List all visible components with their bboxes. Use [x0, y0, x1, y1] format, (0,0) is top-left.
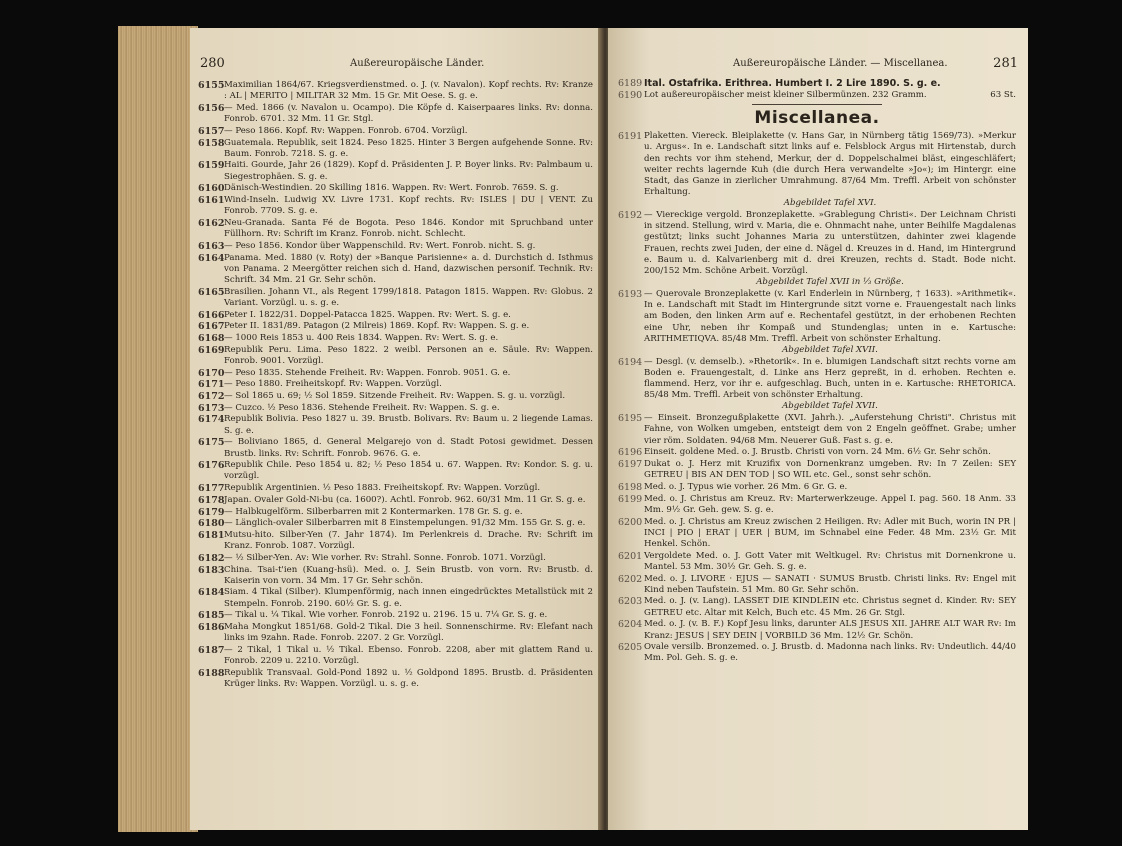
lot-count: 63 St. — [990, 89, 1016, 100]
left-page-number: 280 — [200, 56, 225, 71]
lot-entry — [618, 78, 1016, 89]
lot-entry — [198, 518, 593, 529]
lot-description: Med. o. J. (v. Lang). LASSET DIE KINDLEIN etc. Christus segnet d. Kinder. Rv: SEY GETREU etc. Altar mit Kelch, Buch etc. 45 Mm. 26 Gr. Stgl. — [644, 596, 1016, 618]
lot-description: Republik Transvaal. Gold-Pond 1892 u. ½ Goldpond 1895. Brustb. d. Präsidenten Krüger links. Rv: Wappen. Vorzügl. u. s. g. e. — [224, 667, 593, 690]
lot-description: — Peso 1880. Freiheitskopf. Rv: Wappen. Vorzügl. — [224, 379, 442, 390]
lot-number: 6155 — [198, 80, 225, 91]
lot-number: 6181 — [198, 529, 225, 541]
lot-entry — [198, 195, 593, 217]
lot-description: — Länglich-ovaler Silberbarren mit 8 Einstempelungen. 91/32 Mm. 155 Gr. S. g. e. — [224, 518, 586, 529]
lot-entry — [618, 619, 1016, 641]
lot-number: 6168 — [198, 332, 225, 344]
lot-description: Dukat o. J. Herz mit Kruzifix von Dornenkranz umgeben. Rv: In 7 Zeilen: SEY GETREU | BIS AN DEN TOD | SO WIL etc. Gel., sonst sehr schön. — [644, 459, 1016, 481]
lot-description: Med. o. J. LIVORE · EJUS — SANATI · SUMUS Brustb. Christi links. Rv: Engel mit Kind neben Taufstein. 51 Mm. 80 Gr. Sehr schön. — [644, 573, 1016, 595]
lot-entry — [618, 289, 1016, 356]
lot-entry — [618, 517, 1016, 551]
lot-description: Republik Chile. Peso 1854 u. 82; ½ Peso 1854 u. 67. Wappen. Rv: Kondor. S. g. u. vorzügl. — [224, 460, 593, 482]
lot-entry — [198, 310, 593, 321]
lot-number: 6191 — [618, 131, 643, 143]
right-top-entries — [618, 78, 1016, 101]
lot-number: 6157 — [198, 125, 225, 137]
lot-number: 6169 — [198, 344, 225, 356]
lot-entry — [198, 368, 593, 379]
lot-description: Maximilian 1864/67. Kriegsverdienstmed. o. J. (v. Navalon). Kopf rechts. Rv: Kranze : AL | MERITO | MILITAR 32 Mm. 15 Gr. Mit Oese. S. g. e. — [224, 80, 593, 102]
lot-description: — Sol 1865 u. 69; ½ Sol 1859. Sitzende Freiheit. Rv: Wappen. S. g. u. vorzügl. — [224, 390, 566, 401]
lot-description: Guatemala. Republik, seit 1824. Peso 1825. Hinter 3 Bergen aufgehende Sonne. Rv: Baum. Fonrob. 7218. S. g. e. — [224, 137, 593, 159]
lot-number: 6205 — [618, 642, 643, 654]
left-page-header: Außereuropäische Länder. — [350, 58, 485, 69]
lot-entry — [198, 126, 593, 137]
lot-description: — Med. 1866 (v. Navalon u. Ocampo). Die Köpfe d. Kaiserpaares links. Rv: donna. Fonrob. 6701. 32 Mm. 11 Gr. Stgl. — [224, 102, 593, 125]
lot-entry — [198, 403, 593, 414]
lot-description: Wind-Inseln. Ludwig XV. Livre 1731. Kopf rechts. Rv: ISLES | DU | VENT. Zu Fonrob. 7709. S. g. e. — [224, 195, 593, 217]
lot-number: 6170 — [198, 367, 225, 379]
lot-description: Panama. Med. 1880 (v. Roty) der »Banque Parisienne« a. d. Durchstich d. Isthmus von Panama. 2 Meergötter reichen sich d. Hand, dazwischen personif. Technik. Rv: Schrift. 34 Mm. 21 Gr. Sehr schön. — [224, 252, 593, 285]
lot-entry — [198, 379, 593, 390]
lot-number: 6192 — [618, 210, 643, 222]
lot-description: Ovale versilb. Bronzemed. o. J. Brustb. d. Madonna nach links. Rv: Undeutlich. 44/40 Mm. Pol. Geh. S. g. e. — [644, 642, 1016, 664]
lot-entry — [198, 287, 593, 309]
lot-entry — [198, 553, 593, 564]
lot-description: — Einseit. Bronzegußplakette (XVI. Jahrh.). „Auferstehung Christi". Christus mit Fahne, von Wolken umgeben, entsteigt dem von 2 Engeln geöffnet. Grabe; umher vier röm. Soldaten. 94/68 Mm. Neuerer Guß. Fast s. g. e. — [644, 413, 1016, 446]
left-page — [190, 28, 600, 830]
lot-number: 6202 — [618, 573, 643, 585]
lot-number: 6184 — [198, 587, 225, 599]
lot-entry — [618, 596, 1016, 618]
lot-description: Plaketten. Viereck. Bleiplakette (v. Hans Gar, in Nürnberg tätig 1569/73). »Merkur u. Argus«. In e. Landschaft sitzt links auf e. Felsblock Argus mit Hirtenstab, durch den rechts vor ihm stehend, Merkur, der d. Doppelschalmei bläst, eingeschläfert; weiter rechts lagernde Kuh (die durch Hera verwandelte »Jo«); im Hintergr. eine Stadt, das Ganze in zierlicher Umrahmung. 87/64 Mm. Treffl. Arbeit von schönster Erhaltung. — [644, 131, 1016, 198]
lot-description: Haiti. Gourde, Jahr 26 (1829). Kopf d. Präsidenten J. P. Boyer links. Rv: Palmbaum u. Siegestrophäen. S. g. e. — [224, 160, 593, 182]
lot-description: Peter II. 1831/89. Patagon (2 Milreis) 1869. Kopf. Rv: Wappen. S. g. e. — [224, 321, 530, 332]
lot-description: — 2 Tikal, 1 Tikal u. ½ Tikal. Ebenso. Fonrob. 2208, aber mit glattem Rand u. Fonrob. 2209 u. 2210. Vorzügl. — [224, 644, 593, 667]
lot-number: 6197 — [618, 459, 643, 470]
lot-entry — [618, 574, 1016, 596]
lot-entry — [198, 345, 593, 367]
lot-description: Republik Argentinien. ½ Peso 1883. Freiheitskopf. Rv: Wappen. Vorzügl. — [224, 483, 541, 494]
lot-entry — [198, 587, 593, 609]
lot-number: 6179 — [198, 506, 225, 518]
lot-number: 6165 — [198, 286, 225, 298]
lot-entry — [198, 333, 593, 344]
lot-number: 6185 — [198, 610, 225, 622]
lot-entry — [198, 668, 593, 690]
lot-number: 6182 — [198, 552, 225, 564]
lot-entry — [618, 642, 1016, 664]
lot-number: 6162 — [198, 217, 225, 229]
lot-number: 6188 — [198, 667, 225, 679]
lot-number: 6158 — [198, 137, 225, 149]
lot-number: 6183 — [198, 564, 225, 576]
right-page-number: 281 — [993, 56, 1018, 71]
lot-entry — [198, 460, 593, 482]
lot-description: — Peso 1866. Kopf. Rv: Wappen. Fonrob. 6704. Vorzügl. — [224, 125, 468, 136]
miscellanea-entries — [618, 131, 1016, 665]
lot-description: Med. o. J. (v. B. F.) Kopf Jesu links, darunter ALS JESUS XII. JAHRE ALT WAR Rv: Im Kranz: JESUS | SEY DEIN | VORBILD 36 Mm. 12½ Gr. Schön. — [644, 619, 1016, 641]
lot-entry — [618, 131, 1016, 209]
lot-number: 6200 — [618, 516, 643, 528]
lot-entry — [198, 645, 593, 667]
plate-caption: Abgebildet Tafel XVII. — [782, 344, 878, 355]
lot-number: 6174 — [198, 414, 225, 426]
lot-entry — [618, 551, 1016, 573]
lot-entry — [618, 90, 1016, 101]
divider — [752, 104, 882, 105]
lot-entry — [198, 321, 593, 332]
lot-number: 6167 — [198, 321, 225, 333]
right-page — [608, 28, 1028, 830]
lot-number: 6166 — [198, 309, 225, 321]
lot-description: — Viereckige vergold. Bronzeplakette. »Grablegung Christi«. Der Leichnam Christi in sitzend. Stellung, wird v. Maria, die e. Ohnmacht nahe, unter Beihilfe Magdalenas gestützt; links sucht Johannes Maria zu unterstützen, dahinter zwei klagende Frauen, rechts zwei Juden, der eine d. Nägel d. Kreuzes in d. Hand, im Hintergrund e. Baum u. d. Kalvarienberg mit d. drei Kreuzen, rechts d. Stadt. Bode nicht. 200/152 Mm. Schöne Arbeit. Vorzügl. — [644, 210, 1016, 277]
lot-description: — Desgl. (v. demselb.). »Rhetorik«. In e. blumigen Landschaft sitzt rechts vorne am Boden e. Frauengestalt, d. Linke ans Herz gepreßt, in d. erhoben. Rechten e. flammend. Herz, vor ihr e. aufgeschlag. Buch, unten in e. Kartusche: RHETORICA. 85/48 Mm. Treffl. Arbeit von schönster Erhaltung. — [644, 356, 1016, 401]
lot-entry — [198, 610, 593, 621]
lot-description: Neu-Granada. Santa Fé de Bogota. Peso 1846. Kondor mit Spruchband unter Füllhorn. Rv: Schrift im Kranz. Fonrob. nicht. Schlecht. — [224, 217, 593, 240]
lot-number: 6198 — [618, 481, 643, 493]
lot-entry — [618, 482, 1016, 493]
lot-entry — [198, 483, 593, 494]
lot-entry — [198, 530, 593, 552]
lot-description: China. Tsai-t'ien (Kuang-hsü). Med. o. J. Sein Brustb. von vorn. Rv: Brustb. d. Kaiserin von vorn. 34 Mm. 17 Gr. Sehr schön. — [224, 564, 593, 586]
lot-entry — [198, 160, 593, 182]
lot-number: 6180 — [198, 518, 225, 530]
lot-entry — [618, 413, 1016, 447]
lot-description: — Peso 1856. Kondor über Wappenschild. Rv: Wert. Fonrob. nicht. S. g. — [224, 240, 536, 251]
lot-number: 6164 — [198, 252, 225, 264]
lot-number: 6173 — [198, 402, 225, 414]
lot-number: 6172 — [198, 390, 225, 402]
lot-number: 6161 — [198, 195, 225, 207]
lot-number: 6201 — [618, 550, 643, 562]
lot-description: — Peso 1835. Stehende Freiheit. Rv: Wappen. Fonrob. 9051. G. e. — [224, 367, 511, 378]
lot-description: Med. o. J. Christus am Kreuz zwischen 2 Heiligen. Rv: Adler mit Buch, worin IN PR | INCI | PIO | ERAT | UER | BUM, im Schnabel eine Feder. 48 Mm. 23½ Gr. Mit Henkel. Schön. — [644, 516, 1016, 549]
lot-number: 6187 — [198, 644, 225, 656]
right-page-header: Außereuropäische Länder. — Miscellanea. — [733, 58, 948, 69]
lot-description: Mutsu-hito. Silber-Yen (7. Jahr 1874). Im Perlenkreis d. Drache. Rv: Schrift im Kranz. Fonrob. 1087. Vorzügl. — [224, 529, 593, 552]
lot-number: 6163 — [198, 240, 225, 252]
lot-number: 6196 — [618, 447, 643, 459]
lot-description: Med. o. J. Typus wie vorher. 26 Mm. 6 Gr. G. e. — [644, 481, 848, 492]
book-page-edges — [118, 26, 198, 832]
lot-description: Med. o. J. Christus am Kreuz. Rv: Marterwerkzeuge. Appel I. pag. 560. 18 Anm. 33 Mm. 9½ Gr. Geh. gew. S. g. e. — [644, 493, 1016, 515]
lot-description: — Tikal u. ¼ Tikal. Wie vorher. Fonrob. 2192 u. 2196. 15 u. 7¼ Gr. S. g. e. — [224, 610, 548, 621]
lot-entry — [198, 414, 593, 436]
lot-entry — [198, 138, 593, 160]
lot-number: 6199 — [618, 493, 643, 505]
lot-number: 6195 — [618, 413, 643, 425]
lot-number: 6175 — [198, 437, 225, 449]
lot-description: — Halbkugelförm. Silberbarren mit 2 Kontermarken. 178 Gr. S. g. e. — [224, 506, 523, 517]
lot-description: — 1000 Reis 1853 u. 400 Reis 1834. Wappen. Rv: Wert. S. g. e. — [224, 332, 499, 343]
lot-entry — [198, 507, 593, 518]
left-entry-list — [198, 80, 593, 691]
lot-entry — [198, 437, 593, 459]
lot-number: 6204 — [618, 619, 643, 631]
lot-entry — [198, 253, 593, 287]
lot-entry — [198, 622, 593, 644]
lot-number: 6194 — [618, 356, 643, 368]
lot-entry — [198, 565, 593, 587]
lot-description: Republik Peru. Lima. Peso 1822. 2 weibl. Personen an e. Säule. Rv: Wappen. Fonrob. 9001. Vorzügl. — [224, 344, 593, 366]
lot-description: Maha Mongkut 1851/68. Gold-2 Tikal. Die 3 heil. Sonnenschirme. Rv: Elefant nach links im 9zahn. Rade. Fonrob. 2207. 2 Gr. Vorzügl. — [224, 622, 593, 644]
lot-entry — [198, 103, 593, 125]
lot-description: Republik Bolivia. Peso 1827 u. 39. Brustb. Bolivars. Rv: Baum u. 2 liegende Lamas. S. g. e. — [224, 414, 593, 436]
lot-number: 6160 — [198, 183, 225, 195]
lot-description: Japan. Ovaler Gold-Ni-bu (ca. 1600?). Achtl. Fonrob. 962. 60/31 Mm. 11 Gr. S. g. e. — [224, 494, 586, 505]
lot-description: Ital. Ostafrika. Erithrea. Humbert I. 2 Lire 1890. S. g. e. — [644, 78, 941, 89]
lot-description: — Querovale Bronzeplakette (v. Karl Enderlein in Nürnberg, † 1633). »Arithmetik«. In e. Landschaft mit Stadt im Hintergrunde sitzt vorne e. Frauengestalt nach links am Boden, den linken Arm auf e. Rechentafel gestützt, in der erhobenen Rechten eine Uhr, neben ihr Kompaß und Stundenglas; unten in e. Kartusche: ARITHMETIQVA. 85/48 Mm. Treffl. Arbeit von schönster Erhaltung. — [644, 288, 1016, 344]
plate-caption: Abgebildet Tafel XVII in ⅓ Größe. — [756, 277, 904, 288]
lot-description: Vergoldete Med. o. J. Gott Vater mit Weltkugel. Rv: Christus mit Dornenkrone u. Mantel. 53 Mm. 30½ Gr. Geh. S. g. e. — [644, 550, 1016, 572]
lot-number: 6193 — [618, 288, 643, 300]
lot-description: — Cuzco. ½ Peso 1836. Stehende Freiheit. Rv: Wappen. S. g. e. — [224, 402, 500, 413]
lot-entry — [198, 241, 593, 252]
lot-entry — [198, 391, 593, 402]
lot-entry — [618, 459, 1016, 481]
lot-number: 6190 — [618, 89, 643, 101]
lot-description: Einseit. goldene Med. o. J. Brustb. Christi von vorn. 24 Mm. 6½ Gr. Sehr schön. — [644, 447, 991, 458]
lot-entry — [618, 210, 1016, 288]
lot-description: Lot außereuropäischer meist kleiner Silbermünzen. 232 Gramm. — [644, 89, 927, 100]
lot-entry — [198, 80, 593, 102]
lot-number: 6203 — [618, 596, 643, 608]
lot-description: Brasilien. Johann VI., als Regent 1799/1818. Patagon 1815. Wappen. Rv: Globus. 2 Variant. Vorzügl. u. s. g. e. — [224, 286, 593, 308]
lot-entry — [618, 357, 1016, 413]
lot-entry — [618, 494, 1016, 516]
section-title: Miscellanea. — [754, 107, 880, 128]
lot-entry — [618, 447, 1016, 458]
lot-entry — [198, 218, 593, 240]
lot-description: — Boliviano 1865, d. General Melgarejo von d. Stadt Potosi gewidmet. Dessen Brustb. links. Rv: Schrift. Fonrob. 9676. G. e. — [224, 437, 593, 459]
right-entry-list — [618, 78, 1016, 665]
lot-description: Peter I. 1822/31. Doppel-Patacca 1825. Wappen. Rv: Wert. S. g. e. — [224, 309, 511, 320]
plate-caption: Abgebildet Tafel XVII. — [782, 401, 878, 412]
lot-number: 6156 — [198, 102, 225, 114]
lot-number: 6189 — [618, 78, 643, 89]
lot-entry — [198, 183, 593, 194]
lot-number: 6178 — [198, 494, 225, 506]
plate-caption: Abgebildet Tafel XVI. — [783, 198, 877, 209]
lot-number: 6171 — [198, 379, 225, 391]
lot-description: Siam. 4 Tikal (Silber). Klumpenförmig, nach innen eingedrücktes Metallstück mit 2 Stempeln. Fonrob. 2190. 60½ Gr. S. g. e. — [224, 587, 593, 609]
lot-number: 6177 — [198, 483, 225, 495]
lot-number: 6176 — [198, 460, 225, 472]
lot-description: — ½ Silber-Yen. Av: Wie vorher. Rv: Strahl. Sonne. Fonrob. 1071. Vorzügl. — [224, 552, 546, 563]
lot-description: Dänisch-Westindien. 20 Skilling 1816. Wappen. Rv: Wert. Fonrob. 7659. S. g. — [224, 183, 559, 194]
lot-number: 6159 — [198, 160, 225, 172]
lot-entry — [198, 495, 593, 506]
lot-number: 6186 — [198, 622, 225, 634]
